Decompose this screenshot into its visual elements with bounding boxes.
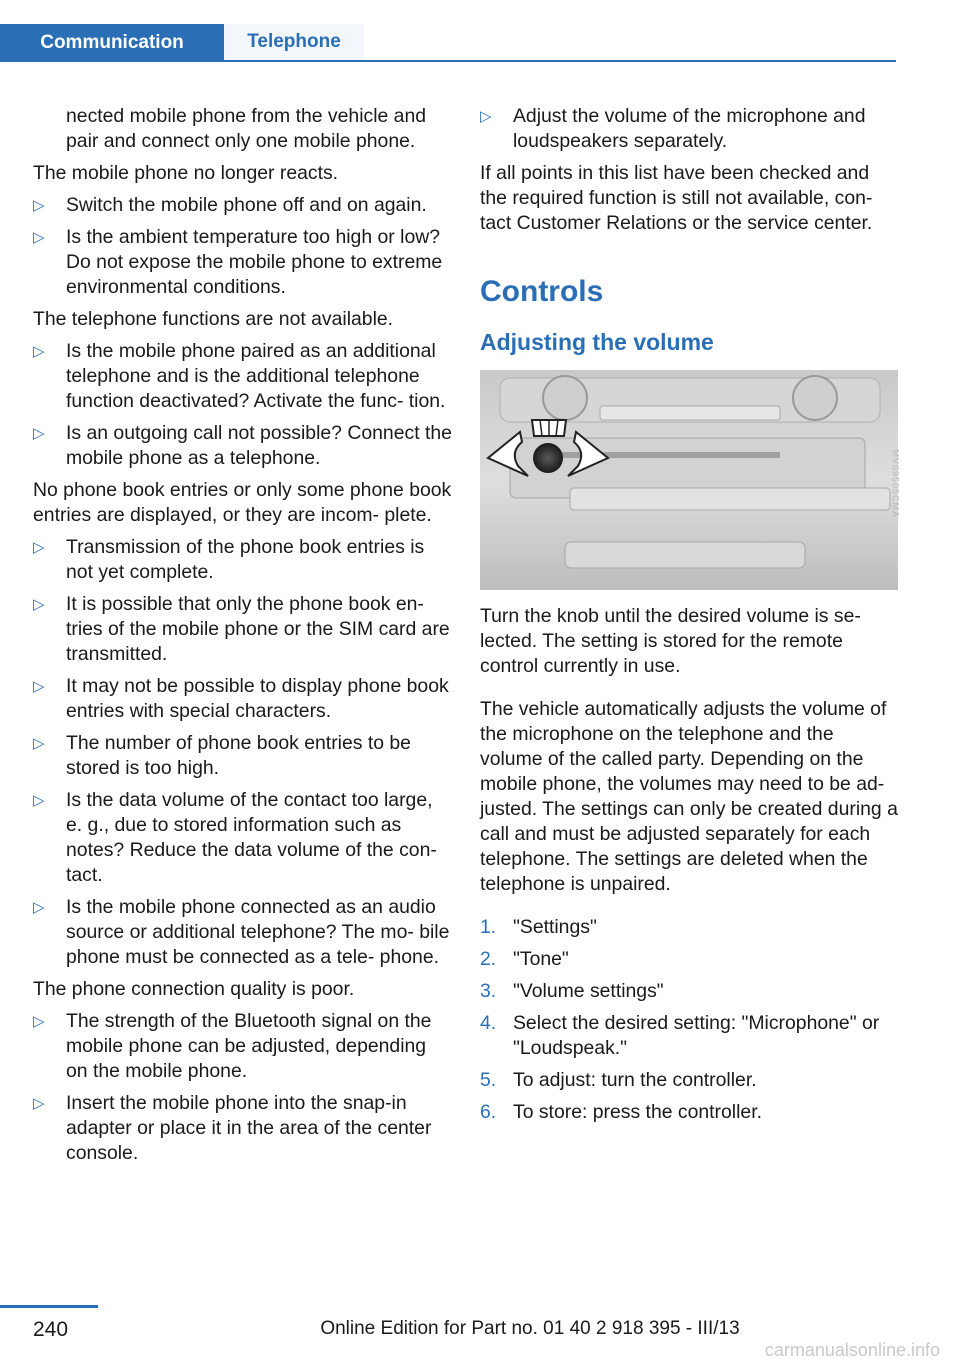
list-item [33, 535, 453, 585]
list-item-text: Insert the mobile phone into the snap-in adapter or place it in the area of the center console. [66, 1092, 432, 1164]
triangle-bullet-icon: ▷ [33, 899, 45, 916]
step-number: 5. [480, 1069, 497, 1091]
step-text: "Settings" [513, 916, 597, 938]
volume-knob-illustration [480, 370, 901, 590]
problem-heading: The mobile phone no longer reacts. [33, 162, 339, 184]
list-item-text: Is the mobile phone connected as an audio source or additional telephone? The mo‐ bile phone must be connected as a tele‐ phone. [66, 896, 450, 968]
step-item [480, 1100, 900, 1125]
list-item [33, 225, 453, 300]
list-item-text: The number of phone book entries to be stored is too high. [66, 732, 411, 779]
list-item [33, 339, 453, 414]
triangle-bullet-icon: ▷ [33, 539, 45, 556]
list-item-text: Adjust the volume of the microphone and loudspeakers separately. [513, 105, 866, 152]
list-item [33, 1009, 453, 1084]
footer-divider [0, 1305, 98, 1308]
continued-text: nected mobile phone from the vehicle and pair and connect only one mobile phone. [66, 105, 427, 152]
list-item-text: The strength of the Bluetooth signal on the mobile phone can be adjusted, depending on the mobile phone. [66, 1010, 432, 1082]
step-text: "Volume settings" [513, 980, 664, 1002]
step-text: "Tone" [513, 948, 569, 970]
list-item [33, 674, 453, 724]
problem-heading: No phone book entries or only some phone book entries are displayed, or they are incom‐ plete. [33, 479, 452, 526]
list-item-text: It may not be possible to display phone book entries with special characters. [66, 675, 449, 722]
step-number: 1. [480, 916, 497, 938]
header-divider [0, 60, 896, 62]
list-item [33, 731, 453, 781]
list-item-text: Is the mobile phone paired as an additional telephone and is the additional telephone function deactivated? Activate the func‐ tion. [66, 340, 446, 412]
watermark: carmanualsonline.info [764, 1340, 940, 1360]
info-paragraph: If all points in this list have been checked and the required function is still not available, con‐ tact Customer Relations or the service center. [480, 162, 873, 234]
list-item [33, 788, 453, 888]
list-item [33, 1091, 453, 1166]
triangle-bullet-icon: ▷ [33, 229, 45, 246]
list-item [33, 895, 453, 970]
list-item [480, 104, 900, 154]
step-item [480, 915, 900, 940]
list-item-text: Is the data volume of the contact too large, e. g., due to stored information such as notes? Reduce the data volume of the con‐ tact. [66, 789, 437, 886]
left-column [33, 104, 453, 1173]
page-number: 240 [33, 1318, 69, 1341]
step-item [480, 1011, 900, 1061]
triangle-bullet-icon: ▷ [33, 678, 45, 695]
triangle-bullet-icon: ▷ [33, 792, 45, 809]
section-heading: Controls [480, 275, 604, 308]
list-item [33, 193, 453, 218]
info-paragraph: The vehicle automatically adjusts the volume of the microphone on the telephone and the volume of the called party. Depending on the mobile phone, the volumes may need to be ad‐ justed. The settings can only be created during a call and must be adjusted separately for each telephone. The settings are deleted when the telephone is unpaired. [480, 698, 898, 895]
step-text: Select the desired setting: "Microphone" or "Loudspeak." [513, 1012, 880, 1059]
instruction-paragraph: Turn the knob until the desired volume is se‐ lected. The setting is stored for the remote control currently in use. [480, 605, 861, 677]
list-item-text: Is the ambient temperature too high or low? Do not expose the mobile phone to extreme environmental conditions. [66, 226, 443, 298]
list-item [33, 421, 453, 471]
step-item [480, 979, 900, 1004]
triangle-bullet-icon: ▷ [33, 343, 45, 360]
list-item-text: Is an outgoing call not possible? Connect the mobile phone as a telephone. [66, 422, 452, 469]
page-header [0, 24, 896, 62]
triangle-bullet-icon: ▷ [33, 735, 45, 752]
triangle-bullet-icon: ▷ [33, 596, 45, 613]
step-item [480, 947, 900, 972]
subsection-heading: Adjusting the volume [480, 329, 714, 355]
right-column [480, 104, 900, 1132]
figure-code: MV09505CMA [891, 449, 901, 518]
edition-text: Online Edition for Part no. 01 40 2 918 395 - III/13 [320, 1318, 740, 1339]
problem-heading: The phone connection quality is poor. [33, 978, 355, 1000]
step-number: 3. [480, 980, 497, 1002]
step-number: 6. [480, 1101, 497, 1123]
tab-telephone[interactable]: Telephone [224, 24, 364, 60]
triangle-bullet-icon: ▷ [33, 1013, 45, 1030]
step-item [480, 1068, 900, 1093]
list-item-text: Switch the mobile phone off and on again. [66, 194, 427, 216]
list-item [33, 592, 453, 667]
step-text: To store: press the controller. [513, 1101, 762, 1123]
triangle-bullet-icon: ▷ [33, 425, 45, 442]
center-console-image [480, 370, 898, 590]
list-item-text: Transmission of the phone book entries is not yet complete. [66, 536, 425, 583]
triangle-bullet-icon: ▷ [33, 1095, 45, 1112]
tab-communication[interactable]: Communication [0, 24, 224, 62]
step-number: 2. [480, 948, 497, 970]
triangle-bullet-icon: ▷ [480, 108, 492, 125]
triangle-bullet-icon: ▷ [33, 197, 45, 214]
list-item-text: It is possible that only the phone book en‐ tries of the mobile phone or the SIM card are transmitted. [66, 593, 450, 665]
problem-heading: The telephone functions are not available. [33, 308, 394, 330]
step-text: To adjust: turn the controller. [513, 1069, 757, 1091]
steps-list [480, 915, 900, 1125]
step-number: 4. [480, 1012, 497, 1034]
